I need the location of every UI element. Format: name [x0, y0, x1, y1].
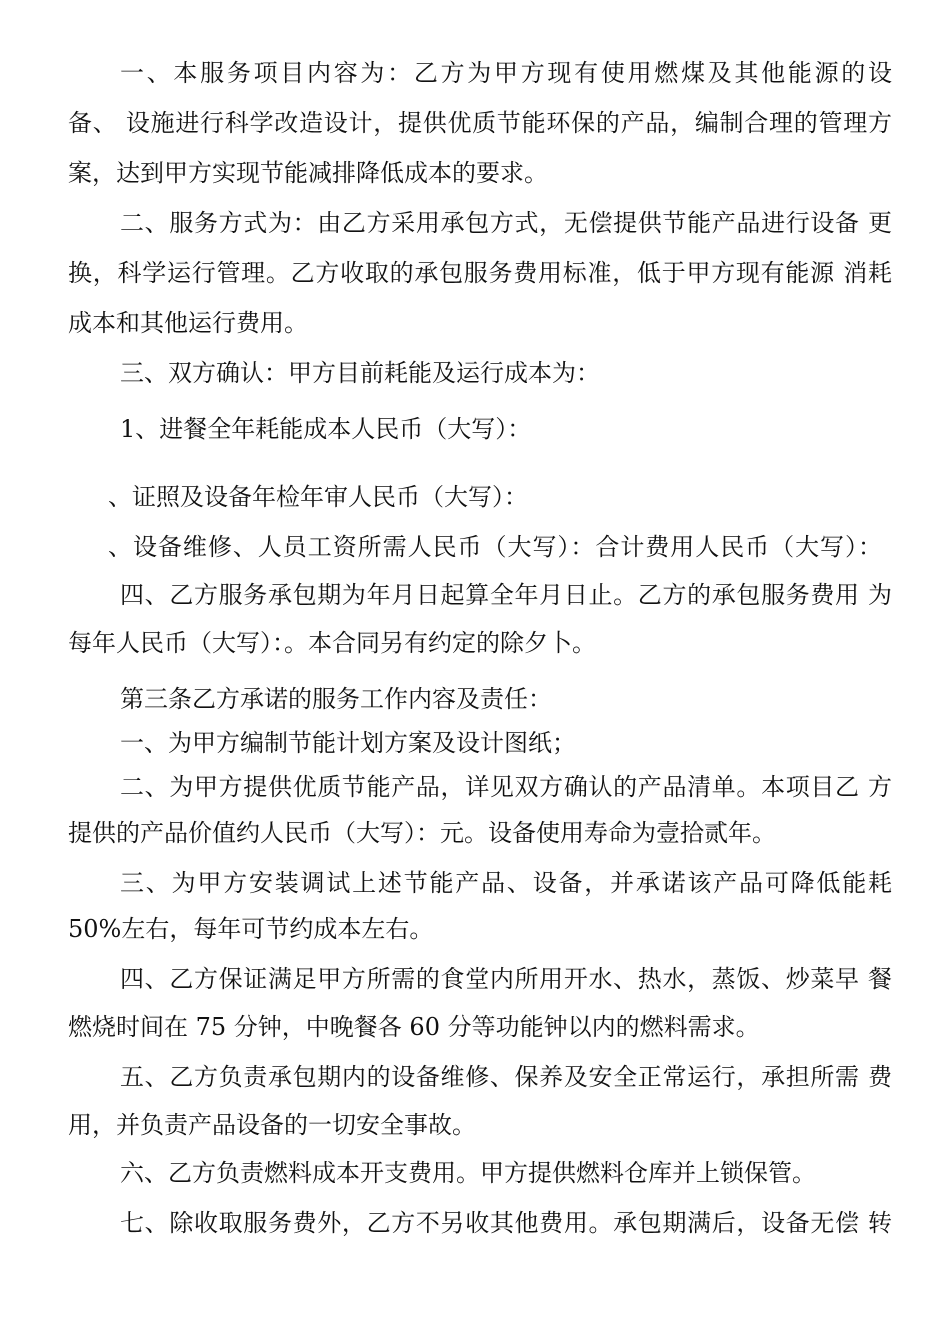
paragraph-1-line-3: 案，达到甲方实现节能减排降低成本的要求。 [68, 159, 548, 187]
clause-1-line: 一、为甲方编制节能计划方案及设计图纸； [120, 729, 576, 757]
paragraph-1-line-2: 备、 设施进行科学改造设计，提供优质节能环保的产品，编制合理的管理方 [68, 109, 892, 137]
paragraph-2-line-1: 二、服务方式为：由乙方采用承包方式，无偿提供节能产品进行设备 更 [120, 209, 892, 237]
paragraph-4-line-2: 每年人民币（大写）：。本合同另有约定的除夕卜。 [68, 629, 596, 657]
item-2-line: 、证照及设备年检年审人民币（大写）： [108, 483, 528, 511]
section-heading-article-3: 第三条乙方承诺的服务工作内容及责任： [120, 685, 552, 713]
clause-5-line-2: 用，并负责产品设备的一切安全事故。 [68, 1111, 476, 1139]
clause-3-line-2: 50%左右，每年可节约成本左右。 [68, 915, 434, 943]
clause-7-line-1: 七、除收取服务费外，乙方不另收其他费用。承包期满后，设备无偿 转 [120, 1209, 892, 1237]
clause-5-line-1: 五、乙方负责承包期内的设备维修、保养及安全正常运行，承担所需 费 [120, 1063, 892, 1091]
paragraph-2-line-3: 成本和其他运行费用。 [68, 309, 308, 337]
item-3-line: 、设备维修、人员工资所需人民币（大写）：合计费用人民币（大写）： [108, 533, 882, 561]
clause-2-line-1: 二、为甲方提供优质节能产品，详见双方确认的产品清单。本项目乙 方 [120, 773, 892, 801]
clause-4-line-1: 四、乙方保证满足甲方所需的食堂内所用开水、热水，蒸饭、炒菜早 餐 [120, 965, 892, 993]
paragraph-3-line-1: 三、双方确认：甲方目前耗能及运行成本为： [120, 359, 600, 387]
clause-3-line-1: 三、为甲方安装调试上述节能产品、设备，并承诺该产品可降低能耗 [120, 869, 892, 897]
paragraph-4-line-1: 四、乙方服务承包期为年月日起算全年月日止。乙方的承包服务费用 为 [120, 581, 892, 609]
clause-4-line-2: 燃烧时间在 75 分钟，中晚餐各 60 分等功能钟以内的燃料需求。 [68, 1013, 760, 1041]
item-1-line: 1、进餐全年耗能成本人民币（大写）： [120, 415, 532, 443]
clause-6-line: 六、乙方负责燃料成本开支费用。甲方提供燃料仓库并上锁保管。 [120, 1159, 816, 1187]
clause-2-line-2: 提供的产品价值约人民币（大写）：元。设备使用寿命为壹拾贰年。 [68, 819, 776, 847]
paragraph-1-line-1: 一、本服务项目内容为：乙方为甲方现有使用燃煤及其他能源的设 [120, 59, 892, 87]
paragraph-2-line-2: 换，科学运行管理。乙方收取的承包服务费用标准，低于甲方现有能源 消耗 [68, 259, 892, 287]
